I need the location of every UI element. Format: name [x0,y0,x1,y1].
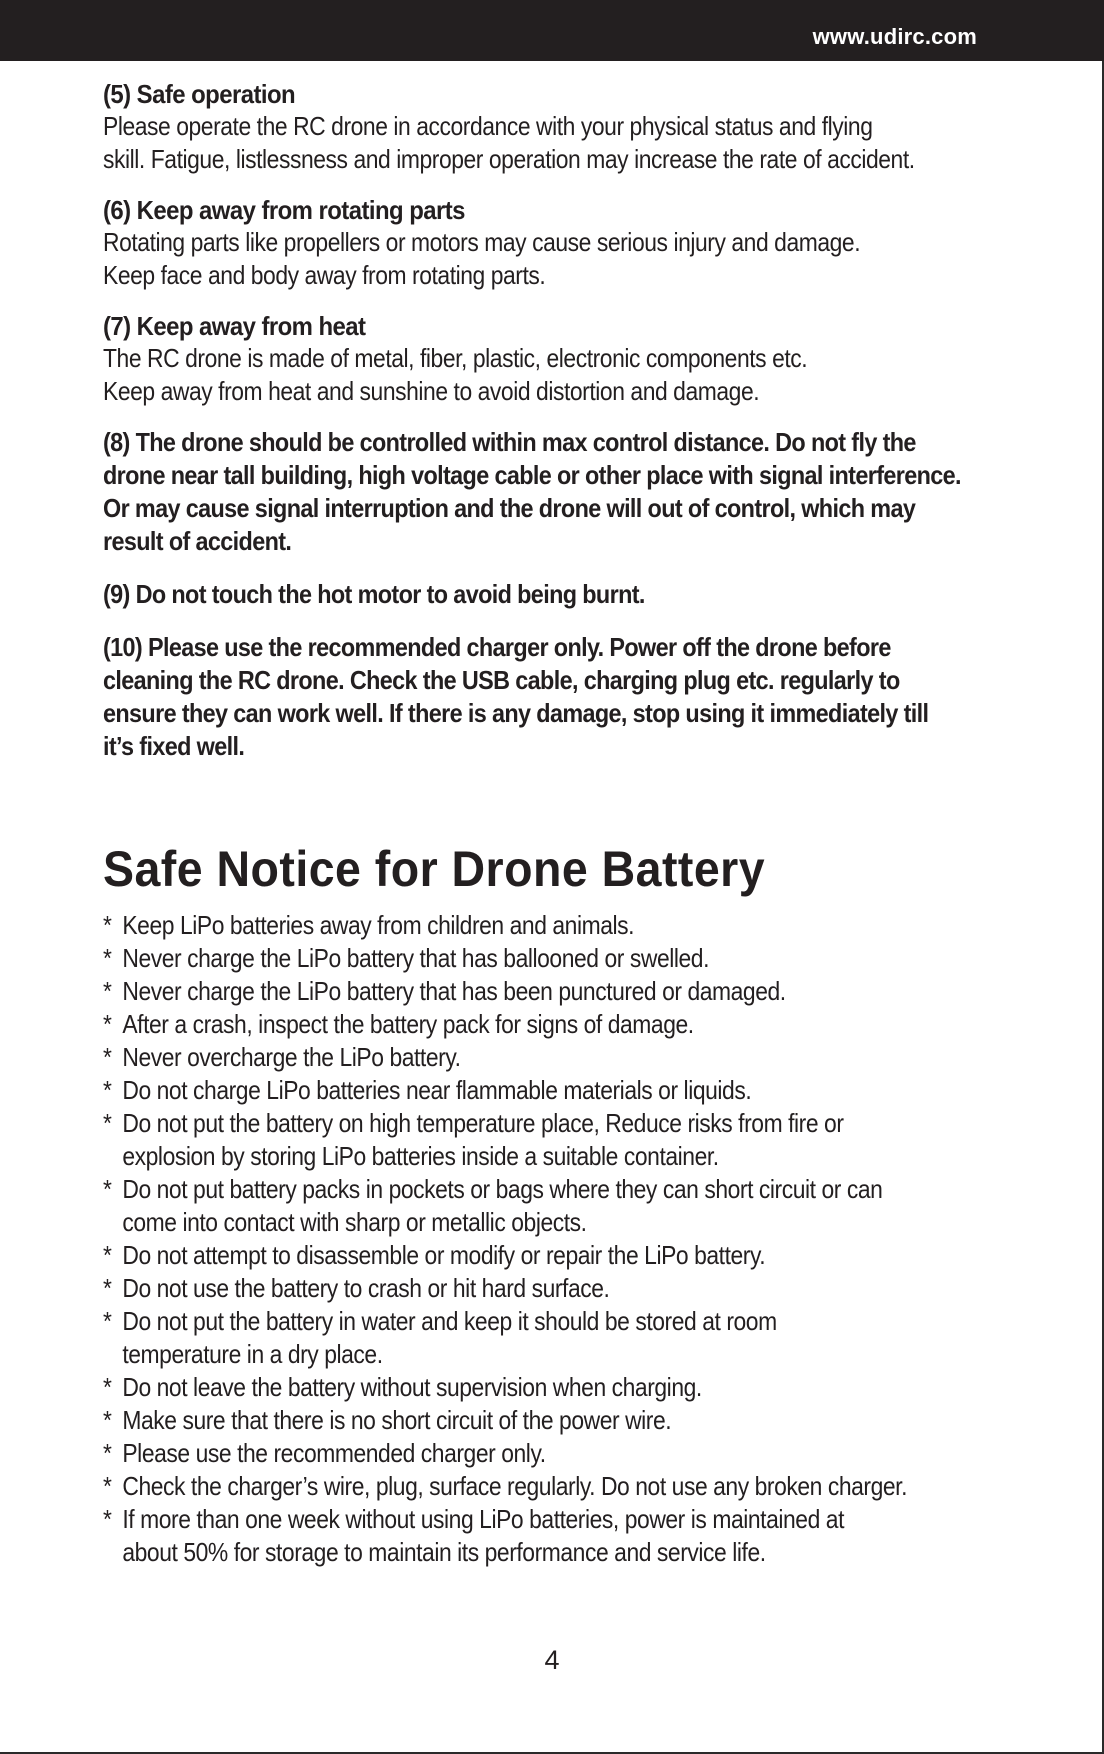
text-line: Never charge the LiPo battery that has ballooned or swelled. [122,943,710,973]
list-item [103,975,1032,1008]
page-number: 4 [544,1645,560,1675]
text-line: drone near tall building, high voltage cable or other place with signal interference. [103,460,961,490]
text-line: come into contact with sharp or metallic objects. [122,1207,587,1237]
list-item [103,1272,1032,1305]
section-title: (7) Keep away from heat [103,311,366,341]
battery-notice-list [103,909,1033,1569]
list-item [103,1470,1032,1503]
text-line: (9) Do not touch the hot motor to avoid being burnt. [103,579,645,609]
text-line: Do not put the battery on high temperature place, Reduce risks from fire or [122,1108,844,1138]
list-item [103,942,1032,975]
list-item [103,1371,1032,1404]
section-body [103,226,1032,292]
bullet-asterisk: * [103,1075,112,1105]
bullet-asterisk: * [103,1504,112,1534]
list-item [103,1404,1032,1437]
list-item [103,1437,1032,1470]
text-line: cleaning the RC drone. Check the USB cable, charging plug etc. regularly to [103,665,900,695]
text-line: (10) Please use the recommended charger only. Power off the drone before [103,632,891,662]
text-line: temperature in a dry place. [122,1339,383,1369]
list-item [103,1041,1032,1074]
bullet-asterisk: * [103,1273,112,1303]
text-line: Keep away from heat and sunshine to avoid distortion and damage. [103,376,760,406]
section-body [103,342,1032,408]
text-line: Keep face and body away from rotating parts. [103,260,546,290]
section-title: (6) Keep away from rotating parts [103,195,465,225]
text-line: After a crash, inspect the battery pack for signs of damage. [122,1009,694,1039]
list-item [103,1074,1032,1107]
text-line: Rotating parts like propellers or motors may cause serious injury and damage. [103,227,861,257]
text-line: Do not attempt to disassemble or modify or repair the LiPo battery. [122,1240,766,1270]
text-line: Do not leave the battery without supervision when charging. [122,1372,702,1402]
list-item [103,1239,1032,1272]
list-item [103,1503,1032,1569]
text-line: about 50% for storage to maintain its performance and service life. [122,1537,766,1567]
section-safe-operation [103,78,1033,176]
bullet-asterisk: * [103,1372,112,1402]
bullet-asterisk: * [103,1240,112,1270]
text-line: Or may cause signal interruption and the drone will out of control, which may [103,493,916,523]
text-line: (8) The drone should be controlled within max control distance. Do not fly the [103,427,916,457]
bullet-asterisk: * [103,1009,112,1039]
list-item [103,1008,1032,1041]
bullet-asterisk: * [103,1438,112,1468]
website-url: www.udirc.com [812,24,977,49]
battery-section-title: Safe Notice for Drone Battery [103,841,766,897]
bullet-asterisk: * [103,943,112,973]
section-body [103,110,1032,176]
text-line: Never charge the LiPo battery that has been punctured or damaged. [122,976,786,1006]
list-item [103,1305,1032,1371]
section-rotating-parts [103,194,1033,292]
text-line: Do not put battery packs in pockets or bags where they can short circuit or can [122,1174,883,1204]
text-line: Check the charger’s wire, plug, surface regularly. Do not use any broken charger. [122,1471,908,1501]
text-line: Keep LiPo batteries away from children and animals. [122,910,635,940]
section-title: (5) Safe operation [103,79,296,109]
bullet-asterisk: * [103,1306,112,1336]
bullet-asterisk: * [103,1174,112,1204]
list-item [103,1107,1032,1173]
warning-hot-motor [103,578,1030,611]
text-line: it’s fixed well. [103,731,245,761]
bullet-asterisk: * [103,1108,112,1138]
text-line: Please operate the RC drone in accordance with your physical status and flying [103,111,873,141]
manual-content [103,78,1033,1569]
bullet-asterisk: * [103,910,112,940]
list-item [103,909,1032,942]
text-line: Make sure that there is no short circuit of the power wire. [122,1405,672,1435]
bullet-asterisk: * [103,976,112,1006]
text-line: ensure they can work well. If there is any damage, stop using it immediately till [103,698,929,728]
section-heat [103,310,1033,408]
text-line: Please use the recommended charger only. [122,1438,546,1468]
warning-charger [103,631,1030,763]
text-line: The RC drone is made of metal, fiber, plastic, electronic components etc. [103,343,808,373]
text-line: Do not put the battery in water and keep it should be stored at room [122,1306,777,1336]
text-line: If more than one week without using LiPo batteries, power is maintained at [122,1504,845,1534]
text-line: skill. Fatigue, listlessness and improper operation may increase the rate of accident. [103,144,915,174]
bullet-asterisk: * [103,1042,112,1072]
header-bar [0,0,1104,61]
bullet-asterisk: * [103,1471,112,1501]
text-line: Never overcharge the LiPo battery. [122,1042,461,1072]
bullet-asterisk: * [103,1405,112,1435]
text-line: Do not charge LiPo batteries near flammable materials or liquids. [122,1075,752,1105]
text-line: Do not use the battery to crash or hit hard surface. [122,1273,610,1303]
warning-control-distance [103,426,1030,558]
text-line: result of accident. [103,526,292,556]
text-line: explosion by storing LiPo batteries inside a suitable container. [122,1141,719,1171]
list-item [103,1173,1032,1239]
